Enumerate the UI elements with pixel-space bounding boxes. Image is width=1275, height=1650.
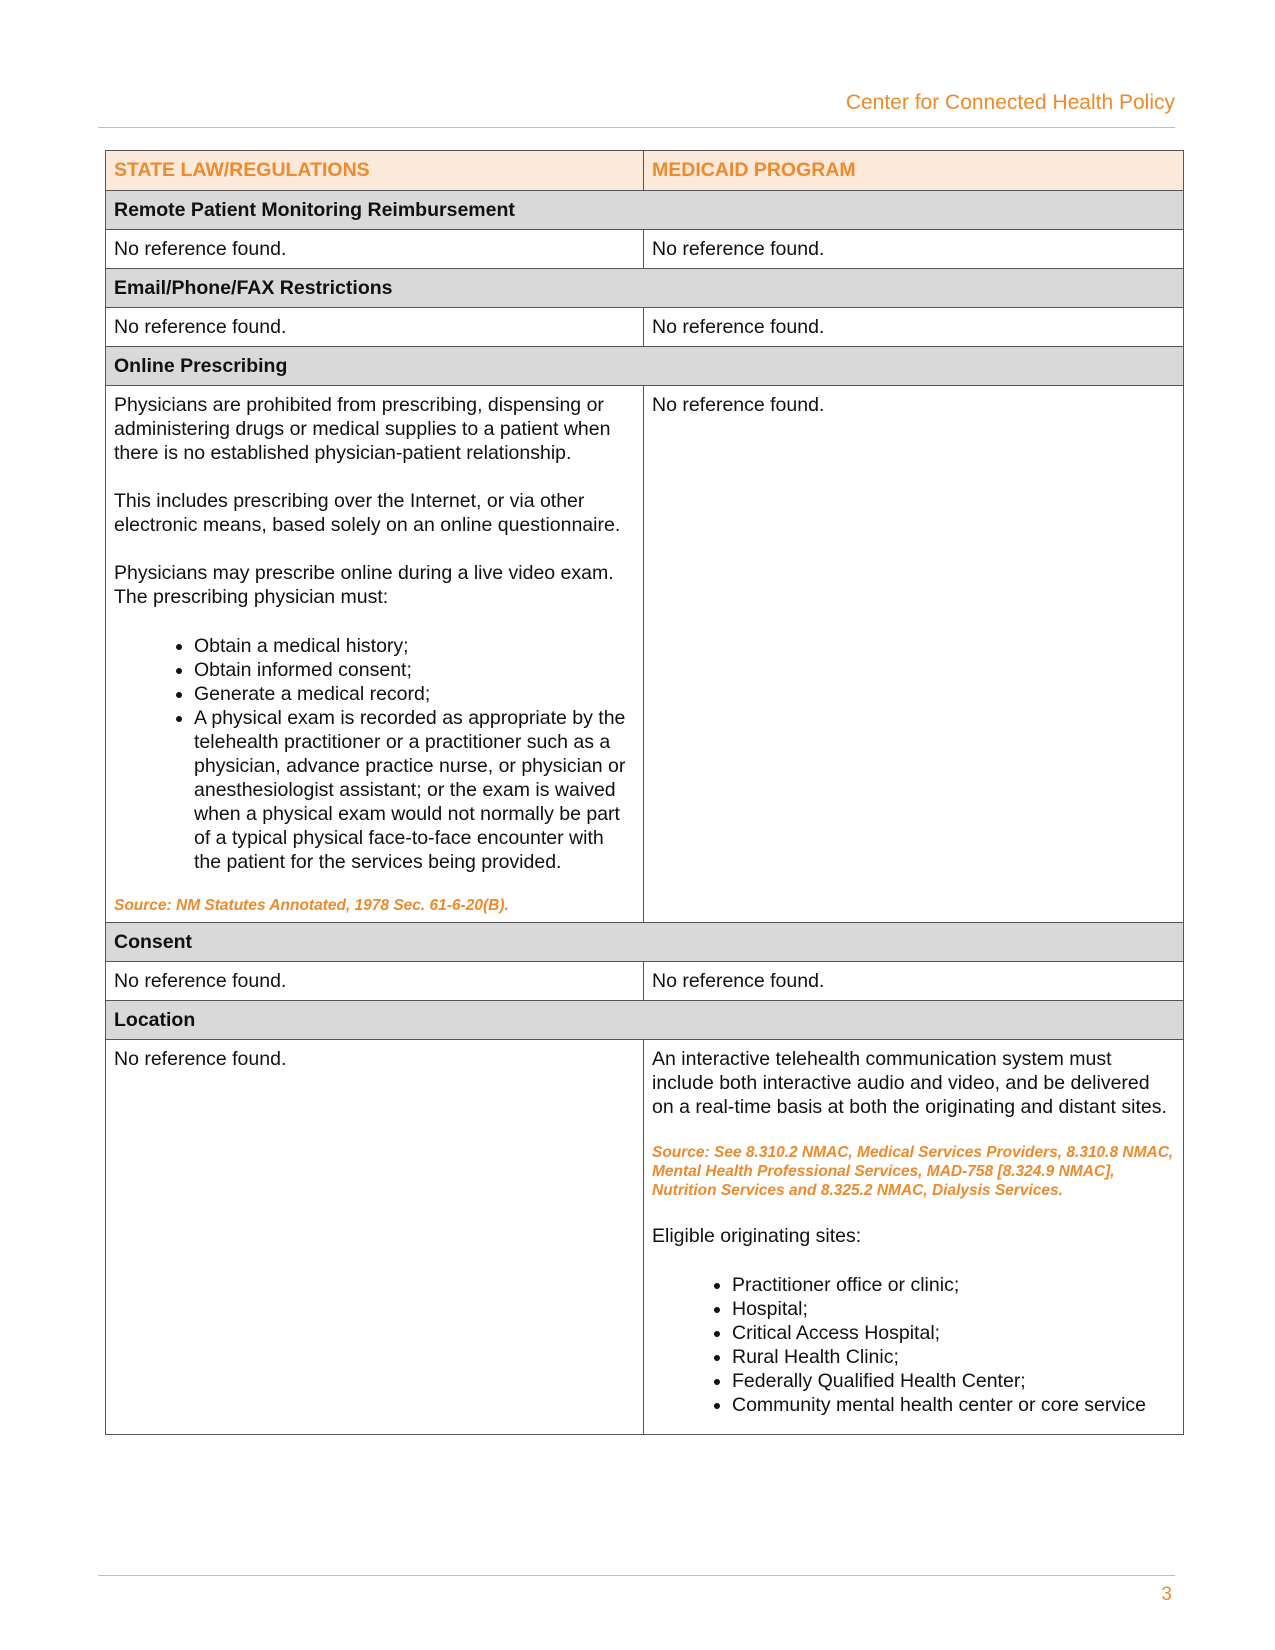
source-citation: Source: See 8.310.2 NMAC, Medical Services Providers, 8.310.8 NMAC, Mental Health Professional Services, MAD-758 [8.324.9 NMAC], Nutrition Services and 8.325.2 NMAC, Dialysis Services. [652,1144,1174,1199]
state-cell-email: No reference found. [106,308,644,347]
list-item: • A physical exam is recorded as appropriate by the telehealth practitioner or a practitioner such as a physician, advance practice nurse, or physician or anesthesiologist assistant; or the exam is waived when a physical exam would not normally be part of a typical physical face-to-face encounter with the patient for the services being provided. [194,706,635,874]
state-cell-location: No reference found. [106,1040,644,1435]
section-title-rpm: Remote Patient Monitoring Reimbursement [106,191,1184,230]
table-row [106,230,1184,269]
header-rule [98,127,1175,128]
medicaid-cell-online: No reference found. [644,386,1184,923]
table-row [106,386,1184,923]
column-header-medicaid: MEDICAID PROGRAM [644,151,1184,191]
online-paragraph: Physicians may prescribe online during a live video exam. The prescribing physician must: [114,562,614,608]
section-title-online: Online Prescribing [106,347,1184,386]
section-row-email [106,269,1184,308]
page-number: 3 [1161,1584,1172,1605]
online-requirements-list [114,634,635,874]
section-title-location: Location [106,1001,1184,1040]
online-paragraph: This includes prescribing over the Internet, or via other electronic means, based solely on an online questionnaire. [114,490,621,536]
location-paragraph: An interactive telehealth communication system must include both interactive audio and video, and be delivered on a real-time basis at both the originating and distant sites. [652,1048,1167,1118]
table-row [106,1040,1184,1435]
medicaid-cell-email: No reference found. [644,308,1184,347]
list-item: • Practitioner office or clinic; [732,1273,1175,1297]
medicaid-cell-consent: No reference found. [644,962,1184,1001]
section-row-rpm [106,191,1184,230]
list-item: • Hospital; [732,1297,1175,1321]
list-item: • Rural Health Clinic; [732,1345,1175,1369]
policy-table [105,150,1184,1435]
header-title: Center for Connected Health Policy [845,91,1175,114]
list-item: • Obtain informed consent; [194,658,635,682]
column-header-state: STATE LAW/REGULATIONS [106,151,644,191]
table-row [106,962,1184,1001]
section-title-consent: Consent [106,923,1184,962]
list-item: • Community mental health center or core service [732,1393,1175,1417]
list-item: • Federally Qualified Health Center; [732,1369,1175,1393]
section-row-online [106,347,1184,386]
section-title-email: Email/Phone/FAX Restrictions [106,269,1184,308]
column-header-row [106,151,1184,191]
medicaid-cell-location [644,1040,1184,1435]
originating-sites-list [652,1273,1175,1417]
state-cell-consent: No reference found. [106,962,644,1001]
originating-sites-intro: Eligible originating sites: [652,1225,862,1247]
section-row-consent [106,923,1184,962]
list-item: • Obtain a medical history; [194,634,635,658]
list-item: • Generate a medical record; [194,682,635,706]
state-cell-online [106,386,644,923]
state-cell-rpm: No reference found. [106,230,644,269]
online-paragraph: Physicians are prohibited from prescribing, dispensing or administering drugs or medical supplies to a patient when there is no established physician-patient relationship. [114,394,611,464]
list-item: • Critical Access Hospital; [732,1321,1175,1345]
source-citation: Source: NM Statutes Annotated, 1978 Sec. 61-6-20(B). [114,897,509,914]
table-row [106,308,1184,347]
medicaid-cell-rpm: No reference found. [644,230,1184,269]
section-row-location [106,1001,1184,1040]
footer-rule [98,1575,1175,1576]
